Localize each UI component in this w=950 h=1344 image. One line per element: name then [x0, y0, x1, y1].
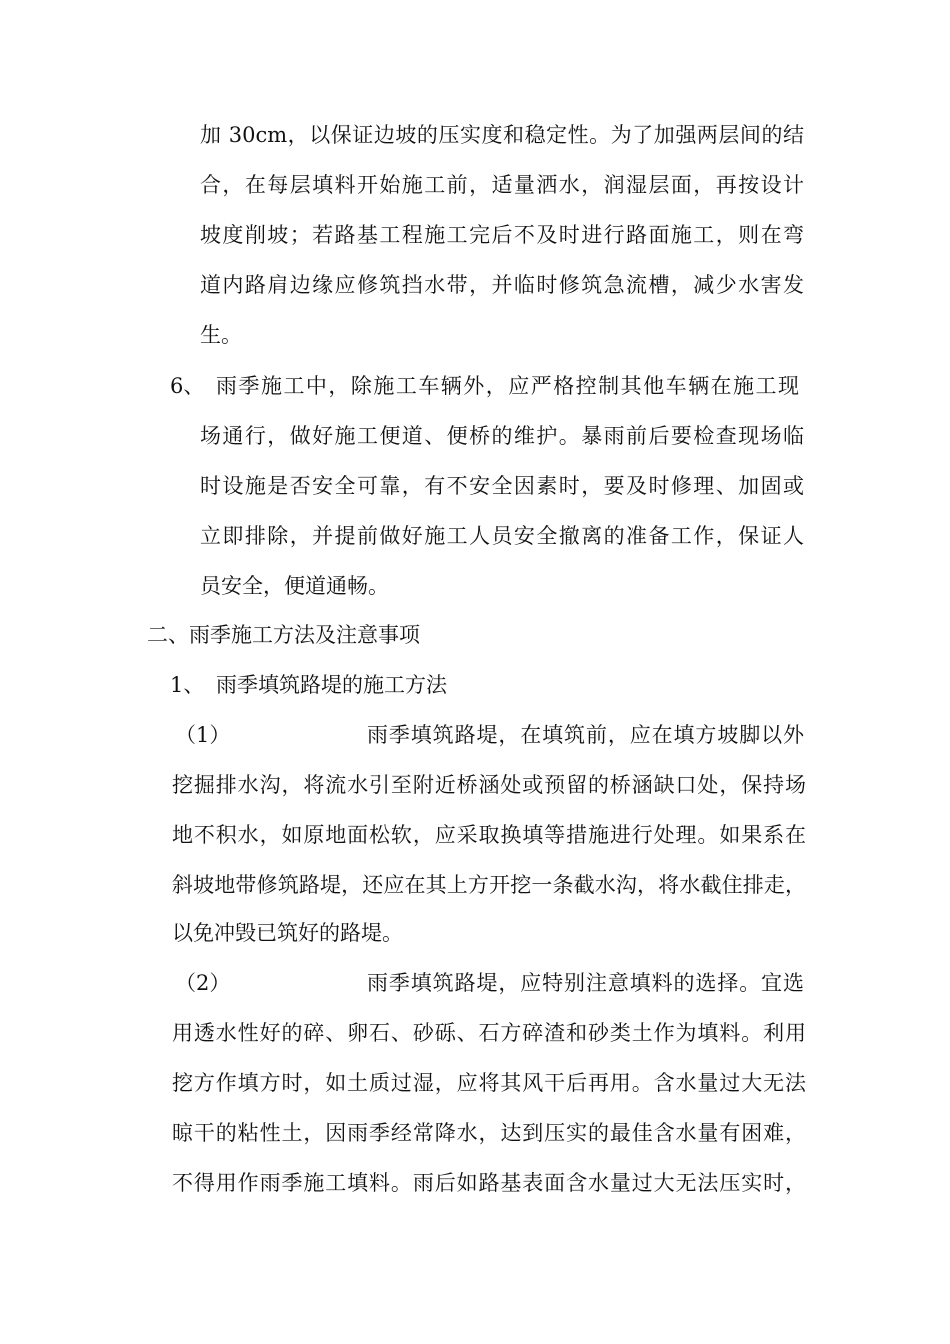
body-text-line: 时设施是否安全可靠，有不安全因素时，要及时修理、加固或 [200, 474, 804, 498]
subsection-number: 1、 [170, 673, 205, 697]
body-text-line: 晾干的粘性土，因雨季经常降水，达到压实的最佳含水量有困难， [172, 1121, 806, 1145]
body-text-line: 员安全，便道通畅。 [200, 574, 389, 598]
subsection-title: 雨季填筑路堤的施工方法 [216, 673, 447, 697]
body-text-line: 加 30cm，以保证边坡的压实度和稳定性。为了加强两层间的结 [200, 123, 804, 147]
paragraph-number: （2） [175, 971, 231, 995]
body-text-line: 场通行，做好施工便道、便桥的维护。暴雨前后要检查现场临 [200, 424, 804, 448]
body-text-line: 地不积水，如原地面松软，应采取换填等措施进行处理。如果系在 [172, 823, 806, 847]
body-text-line: 道内路肩边缘应修筑挡水带，并临时修筑急流槽，减少水害发 [200, 273, 804, 297]
body-text-line: 雨季填筑路堤，应特别注意填料的选择。宜选 [367, 971, 804, 995]
paragraph-number: （1） [175, 723, 231, 747]
body-text-line: 斜坡地带修筑路堤，还应在其上方开挖一条截水沟，将水截住排走， [172, 873, 806, 897]
body-text-line: 坡度削坡；若路基工程施工完后不及时进行路面施工，则在弯 [200, 223, 804, 247]
body-text-line: 立即排除，并提前做好施工人员安全撤离的准备工作，保证人 [200, 524, 804, 548]
body-text-line: 雨季施工中，除施工车辆外，应严格控制其他车辆在施工现 [216, 374, 799, 398]
body-text-line: 生。 [200, 323, 242, 347]
body-text-line: 合，在每层填料开始施工前，适量洒水，润湿层面，再按设计 [200, 173, 804, 197]
section-heading: 二、雨季施工方法及注意事项 [147, 623, 420, 647]
body-text-line: 雨季填筑路堤，在填筑前，应在填方坡脚以外 [367, 723, 804, 747]
body-text-line: 挖掘排水沟，将流水引至附近桥涵处或预留的桥涵缺口处，保持场 [172, 773, 806, 797]
body-text-line: 不得用作雨季施工填料。雨后如路基表面含水量过大无法压实时， [172, 1171, 806, 1195]
body-text-line: 以免冲毁已筑好的路堤。 [172, 921, 403, 945]
body-text-line: 用透水性好的碎、卵石、砂砾、石方碎渣和砂类土作为填料。利用 [172, 1021, 806, 1045]
body-text-line: 挖方作填方时，如土质过湿，应将其风干后再用。含水量过大无法 [172, 1071, 806, 1095]
list-item-number: 6、 [170, 374, 205, 398]
